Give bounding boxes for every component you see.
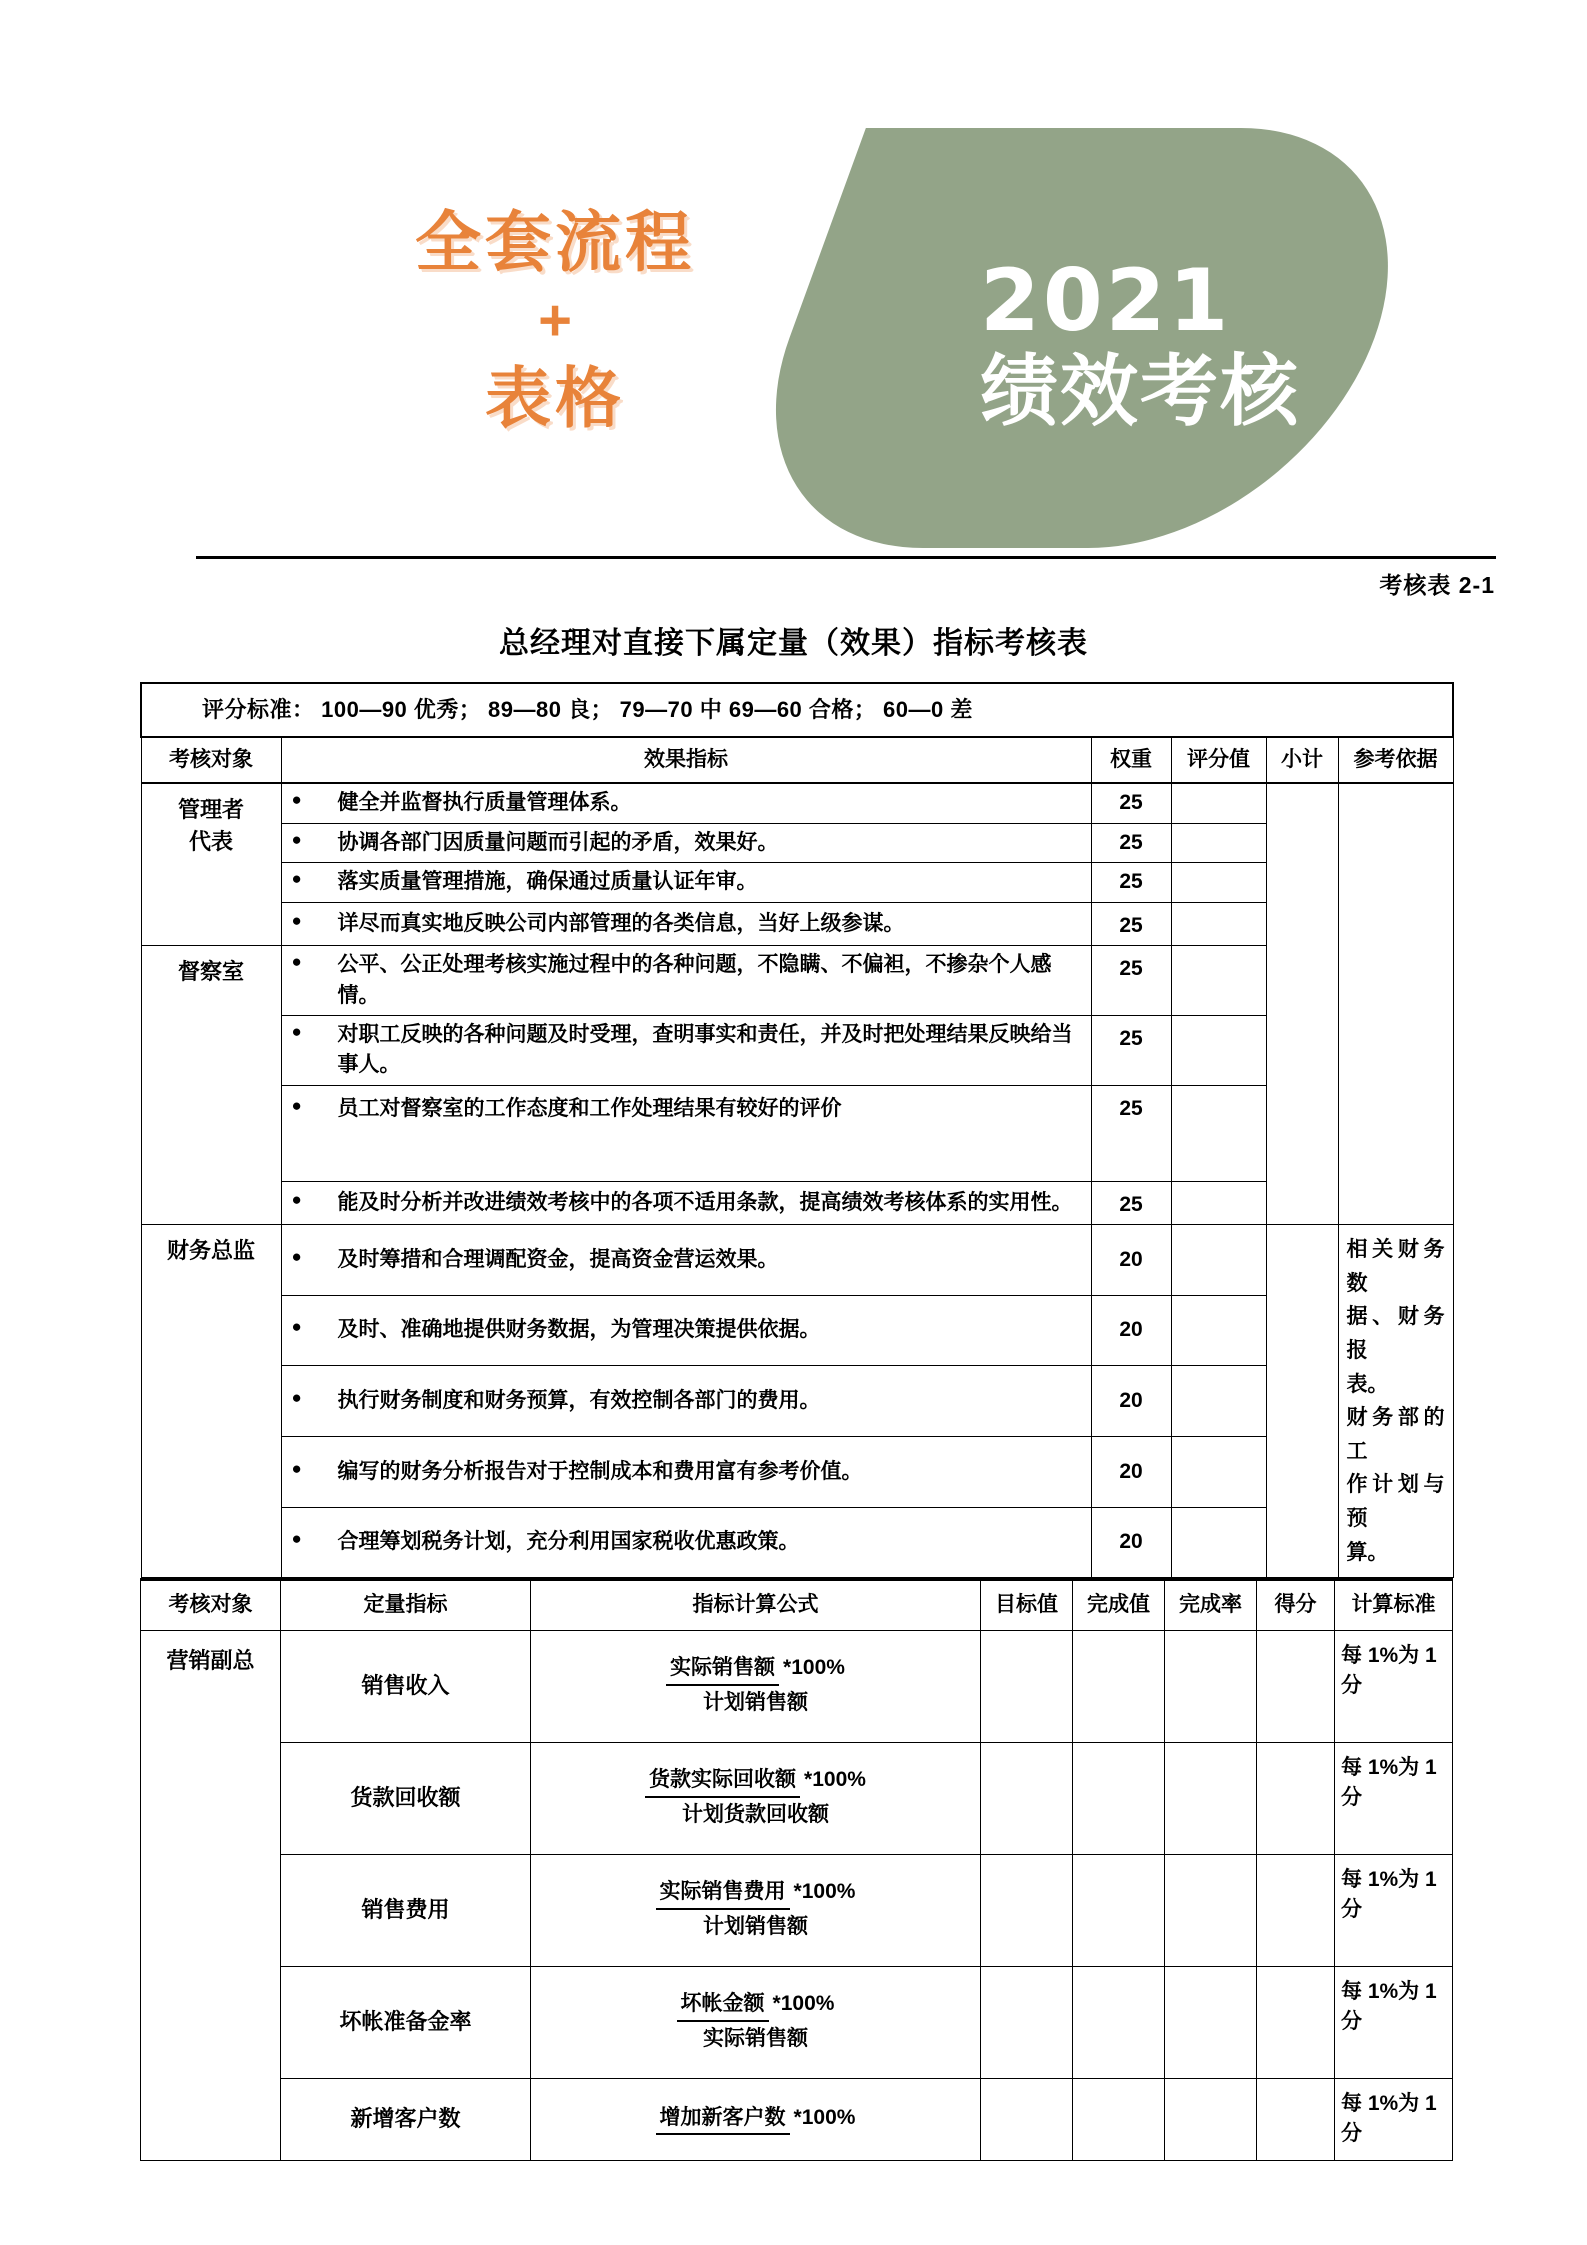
th2-calculation-standard: 计算标准 xyxy=(1335,1580,1453,1630)
table1-header-row xyxy=(141,737,1453,783)
score-input-cell[interactable] xyxy=(1171,1295,1266,1366)
weight-cell: 25 xyxy=(1091,823,1171,862)
fraction-percent: *100% xyxy=(793,2105,856,2129)
item-text: 执行财务制度和财务预算，有效控制各部门的费用。 xyxy=(337,1388,821,1412)
fraction-numerator: 坏帐金额 xyxy=(677,1990,769,2021)
item-cell xyxy=(281,863,1091,902)
weight-cell: 25 xyxy=(1091,1085,1171,1181)
metric-name-cell: 销售费用 xyxy=(281,1854,531,1966)
item-text: 落实质量管理措施，确保通过质量认证年审。 xyxy=(337,870,758,894)
actual-input-cell[interactable] xyxy=(1073,1854,1165,1966)
subtotal-cell-group-c[interactable] xyxy=(1266,1225,1338,1578)
rate-input-cell[interactable] xyxy=(1165,1630,1257,1742)
table-row xyxy=(141,863,1453,902)
score-input-cell[interactable] xyxy=(1171,946,1266,1016)
th2-score: 得分 xyxy=(1257,1580,1335,1630)
subtotal-cell-group-a[interactable] xyxy=(1266,783,1338,1224)
table-row xyxy=(141,1507,1453,1578)
bullet-icon: ● xyxy=(291,1387,302,1407)
score-input-cell[interactable] xyxy=(1171,823,1266,862)
bullet-icon: ● xyxy=(291,1095,302,1115)
score-input-cell[interactable] xyxy=(1171,1085,1266,1181)
fraction-denominator: 计划销售额 xyxy=(702,1914,808,1938)
fraction xyxy=(656,1878,856,1941)
item-cell xyxy=(281,1437,1091,1508)
item-cell xyxy=(281,902,1091,945)
effect-indicator-table xyxy=(140,682,1454,1578)
item-text: 详尽而真实地反映公司内部管理的各类信息，当好上级参谋。 xyxy=(337,911,905,935)
weight-cell: 25 xyxy=(1091,946,1171,1016)
item-text: 健全并监督执行质量管理体系。 xyxy=(337,791,632,815)
weight-cell: 20 xyxy=(1091,1225,1171,1296)
th-subtotal: 小计 xyxy=(1266,737,1338,783)
item-cell xyxy=(281,1085,1091,1181)
th2-actual-value: 完成值 xyxy=(1073,1580,1165,1630)
table-row xyxy=(141,1437,1453,1508)
item-text: 员工对督察室的工作态度和工作处理结果有较好的评价 xyxy=(337,1096,842,1120)
reference-line: 相关财务数 xyxy=(1346,1238,1445,1295)
tables-container xyxy=(140,682,1452,2161)
fraction-numerator: 实际销售费用 xyxy=(656,1878,790,1909)
fraction-percent: *100% xyxy=(793,1880,856,1904)
banner-title-block xyxy=(980,251,1440,435)
item-cell xyxy=(281,1015,1091,1085)
weight-cell: 25 xyxy=(1091,1015,1171,1085)
th-reference: 参考依据 xyxy=(1338,737,1453,783)
item-cell xyxy=(281,1295,1091,1366)
score-input-cell[interactable] xyxy=(1257,1966,1335,2078)
fraction xyxy=(656,2104,856,2135)
banner-subtitle: 绩效考核 xyxy=(980,347,1301,435)
rate-input-cell[interactable] xyxy=(1165,1742,1257,1854)
score-input-cell[interactable] xyxy=(1171,1015,1266,1085)
table-row xyxy=(141,2078,1453,2160)
item-cell xyxy=(281,1507,1091,1578)
rate-input-cell[interactable] xyxy=(1165,1854,1257,1966)
table-row xyxy=(141,1085,1453,1181)
table2-header-row xyxy=(141,1580,1453,1630)
table-row xyxy=(141,946,1453,1016)
object-cell-cfo: 财务总监 xyxy=(141,1225,281,1578)
scoring-standard-text: 评分标准： 100—90 优秀； 89—80 良； 79—70 中 69—60 合格； 60—0 差 xyxy=(141,683,1453,737)
table-row xyxy=(141,1630,1453,1742)
item-text: 对职工反映的各种问题及时受理，查明事实和责任，并及时把处理结果反映给当事人。 xyxy=(337,1022,1073,1077)
fraction xyxy=(645,1766,866,1829)
orange-line-2: 表格 xyxy=(485,361,625,436)
metric-name-cell: 坏帐准备金率 xyxy=(281,1966,531,2078)
bullet-icon: ● xyxy=(291,1317,302,1337)
fraction-numerator: 增加新客户数 xyxy=(656,2104,790,2135)
formula-cell xyxy=(531,2078,981,2160)
bullet-icon: ● xyxy=(291,1529,302,1549)
reference-line: 据、财务报 xyxy=(1346,1305,1445,1363)
fraction-numerator: 货款实际回收额 xyxy=(645,1766,800,1797)
item-text: 及时筹措和合理调配资金，提高资金营运效果。 xyxy=(337,1247,779,1271)
reference-cell-group-a xyxy=(1338,783,1453,1224)
fraction-percent: *100% xyxy=(804,1768,866,1792)
fraction-denominator: 实际销售额 xyxy=(702,2026,808,2050)
item-cell xyxy=(281,1181,1091,1224)
standard-cell: 每 1%为 1 分 xyxy=(1335,1854,1453,1966)
weight-cell: 20 xyxy=(1091,1437,1171,1508)
score-input-cell[interactable] xyxy=(1171,1181,1266,1224)
th2-quantitative-indicator: 定量指标 xyxy=(281,1580,531,1630)
table-row xyxy=(141,783,1453,823)
actual-input-cell[interactable] xyxy=(1073,1630,1165,1742)
score-input-cell[interactable] xyxy=(1171,863,1266,902)
fraction-numerator: 实际销售额 xyxy=(666,1654,779,1685)
score-input-cell[interactable] xyxy=(1171,1225,1266,1296)
standard-cell: 每 1%为 1 分 xyxy=(1335,1630,1453,1742)
score-input-cell[interactable] xyxy=(1257,1854,1335,1966)
table-row xyxy=(141,1742,1453,1854)
item-cell xyxy=(281,1366,1091,1437)
formula-cell xyxy=(531,1854,981,1966)
orange-plus-icon: + xyxy=(538,287,572,353)
orange-slogan-block xyxy=(355,205,755,437)
target-input-cell[interactable] xyxy=(981,1742,1073,1854)
sheet-code-label: 考核表 2-1 xyxy=(1379,572,1495,598)
actual-input-cell[interactable] xyxy=(1073,1742,1165,1854)
item-cell xyxy=(281,783,1091,823)
table-row xyxy=(141,1225,1453,1296)
item-text: 协调各部门因质量问题而引起的矛盾，效果好。 xyxy=(337,830,779,854)
table-row xyxy=(141,902,1453,945)
table-row xyxy=(141,1966,1453,2078)
metric-name-cell: 销售收入 xyxy=(281,1630,531,1742)
weight-cell: 20 xyxy=(1091,1507,1171,1578)
actual-input-cell[interactable] xyxy=(1073,2078,1165,2160)
reference-line: 作计划与预 xyxy=(1346,1473,1445,1531)
table-row xyxy=(141,1015,1453,1085)
weight-cell: 25 xyxy=(1091,863,1171,902)
item-text: 及时、准确地提供财务数据，为管理决策提供依据。 xyxy=(337,1318,821,1342)
rate-input-cell[interactable] xyxy=(1165,1966,1257,2078)
th2-assessment-object: 考核对象 xyxy=(141,1580,281,1630)
score-input-cell[interactable] xyxy=(1257,1742,1335,1854)
fraction-percent: *100% xyxy=(783,1656,845,1680)
bullet-icon: ● xyxy=(291,1458,302,1478)
weight-cell: 25 xyxy=(1091,1181,1171,1224)
reference-line: 财务部的工 xyxy=(1346,1406,1445,1463)
th-assessment-object: 考核对象 xyxy=(141,737,281,783)
fraction xyxy=(666,1654,845,1717)
bullet-icon: ● xyxy=(291,952,302,972)
item-cell xyxy=(281,1225,1091,1296)
table-row xyxy=(141,1854,1453,1966)
th-effect-indicator: 效果指标 xyxy=(281,737,1091,783)
item-cell xyxy=(281,946,1091,1016)
reference-cell-group-c xyxy=(1338,1225,1453,1578)
bullet-icon: ● xyxy=(291,1021,302,1041)
bullet-icon: ● xyxy=(291,790,302,810)
item-text: 编写的财务分析报告对于控制成本和费用富有参考价值。 xyxy=(337,1459,863,1483)
th2-completion-rate: 完成率 xyxy=(1165,1580,1257,1630)
quantitative-indicator-table xyxy=(140,1578,1453,2160)
fraction-denominator: 计划货款回收额 xyxy=(681,1802,829,1826)
score-input-cell[interactable] xyxy=(1171,1507,1266,1578)
th-score-value: 评分值 xyxy=(1171,737,1266,783)
weight-cell: 20 xyxy=(1091,1295,1171,1366)
item-text: 公平、公正处理考核实施过程中的各种问题，不隐瞒、不偏袒，不掺杂个人感情。 xyxy=(337,953,1052,1007)
formula-cell xyxy=(531,1630,981,1742)
object-cell-supervision-office: 督察室 xyxy=(141,946,281,1225)
table-row xyxy=(141,1181,1453,1224)
target-input-cell[interactable] xyxy=(981,2078,1073,2160)
rate-input-cell[interactable] xyxy=(1165,2078,1257,2160)
score-input-cell[interactable] xyxy=(1257,1630,1335,1742)
standard-cell: 每 1%为 1 分 xyxy=(1335,1966,1453,2078)
formula-cell xyxy=(531,1742,981,1854)
score-input-cell[interactable] xyxy=(1257,2078,1335,2160)
score-input-cell[interactable] xyxy=(1171,783,1266,823)
object-cell-manager-rep: 管理者 代表 xyxy=(141,783,281,945)
bullet-icon: ● xyxy=(291,910,302,930)
table-row xyxy=(141,1295,1453,1366)
th2-target-value: 目标值 xyxy=(981,1580,1073,1630)
orange-line-1: 全套流程 xyxy=(415,205,695,279)
weight-cell: 20 xyxy=(1091,1366,1171,1437)
target-input-cell[interactable] xyxy=(981,1630,1073,1742)
bullet-icon: ● xyxy=(291,869,302,889)
header-divider-rule xyxy=(196,556,1496,559)
fraction xyxy=(677,1990,835,2053)
object-cell-sales-vp: 营销副总 xyxy=(141,1630,281,2160)
page-title: 总经理对直接下属定量（效果）指标考核表 xyxy=(499,627,1088,660)
weight-cell: 25 xyxy=(1091,902,1171,945)
bullet-icon: ● xyxy=(291,1246,302,1266)
bullet-icon: ● xyxy=(291,829,302,849)
reference-line: 表。 xyxy=(1346,1372,1389,1396)
score-input-cell[interactable] xyxy=(1171,1366,1266,1437)
target-input-cell[interactable] xyxy=(981,1854,1073,1966)
reference-line: 算。 xyxy=(1346,1540,1389,1564)
th-weight: 权重 xyxy=(1091,737,1171,783)
page-banner xyxy=(0,0,1587,598)
metric-name-cell: 新增客户数 xyxy=(281,2078,531,2160)
item-text: 能及时分析并改进绩效考核中的各项不适用条款，提高绩效考核体系的实用性。 xyxy=(337,1190,1073,1214)
target-input-cell[interactable] xyxy=(981,1966,1073,2078)
banner-year: 2021 xyxy=(980,251,1232,351)
score-input-cell[interactable] xyxy=(1171,1437,1266,1508)
score-input-cell[interactable] xyxy=(1171,902,1266,945)
metric-name-cell: 货款回收额 xyxy=(281,1742,531,1854)
scoring-standard-row xyxy=(141,683,1453,737)
table-row xyxy=(141,1366,1453,1437)
fraction-percent: *100% xyxy=(772,1992,835,2016)
formula-cell xyxy=(531,1966,981,2078)
table-row xyxy=(141,823,1453,862)
th2-formula: 指标计算公式 xyxy=(531,1580,981,1630)
actual-input-cell[interactable] xyxy=(1073,1966,1165,2078)
bullet-icon: ● xyxy=(291,1189,302,1209)
standard-cell: 每 1%为 1 分 xyxy=(1335,2078,1453,2160)
standard-cell: 每 1%为 1 分 xyxy=(1335,1742,1453,1854)
fraction-denominator: 计划销售额 xyxy=(702,1690,808,1714)
item-cell xyxy=(281,823,1091,862)
item-text: 合理筹划税务计划，充分利用国家税收优惠政策。 xyxy=(337,1530,800,1554)
weight-cell: 25 xyxy=(1091,783,1171,823)
